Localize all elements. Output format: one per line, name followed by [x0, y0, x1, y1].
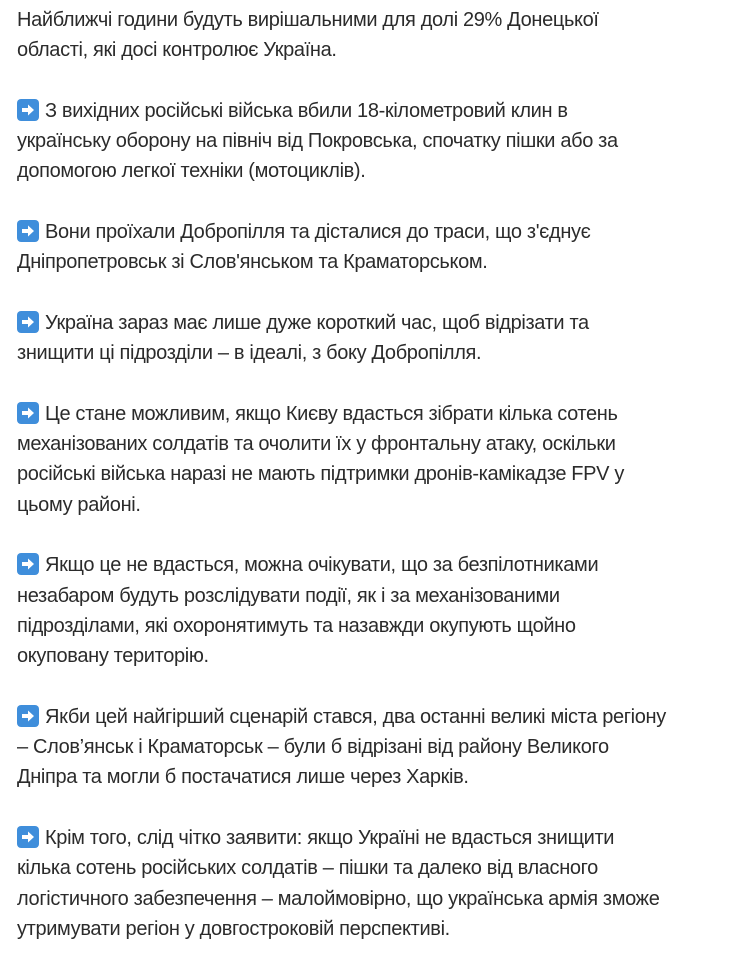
text-line: [17, 459, 732, 489]
line-text: російські війська наразі не мають підтримки дронів-камікадзе FPV у: [17, 463, 624, 486]
line-text: – Слов’янськ і Краматорськ – були б відрізані від району Великого: [17, 736, 609, 759]
line-text: логістичного забезпечення – малоймовірно, що українська армія зможе: [17, 887, 660, 910]
paragraph: [17, 550, 732, 671]
line-text: Крім того, слід чітко заявити: якщо Україні не вдасться знищити: [45, 827, 615, 850]
text-line: [17, 247, 732, 277]
text-line: [17, 732, 732, 762]
line-text: З вихідних російські війська вбили 18-кілометровий клин в: [45, 99, 568, 122]
text-line: [17, 5, 732, 35]
text-line: [17, 308, 732, 338]
text-line: [17, 884, 732, 914]
right-arrow-icon: [17, 99, 39, 121]
right-arrow-icon: [17, 220, 39, 242]
line-text: українську оборону на північ від Покровська, спочатку пішки або за: [17, 130, 618, 153]
right-arrow-icon: [17, 311, 39, 333]
text-line: [17, 550, 732, 580]
text-line: [17, 429, 732, 459]
line-text: утримувати регіон у довгостроковій перспективі.: [17, 917, 450, 940]
text-line: [17, 96, 732, 126]
line-text: Якби цей найгірший сценарій стався, два останні великі міста регіону: [45, 705, 666, 728]
line-text: механізованих солдатів та очолити їх у фронтальну атаку, оскільки: [17, 433, 616, 456]
paragraph: [17, 308, 732, 369]
text-line: [17, 217, 732, 247]
text-line: [17, 702, 732, 732]
line-text: Це стане можливим, якщо Києву вдасться зібрати кілька сотень: [45, 402, 618, 425]
paragraph: [17, 399, 732, 520]
line-text: Дніпропетровськ зі Слов'янськом та Краматорськом.: [17, 251, 488, 274]
text-line: [17, 581, 732, 611]
paragraph: [17, 217, 732, 278]
right-arrow-icon: [17, 402, 39, 424]
line-text: допомогою легкої техніки (мотоциклів).: [17, 160, 366, 183]
line-text: області, які досі контролює Україна.: [17, 39, 337, 62]
right-arrow-icon: [17, 553, 39, 575]
right-arrow-icon: [17, 826, 39, 848]
text-line: [17, 853, 732, 883]
text-line: [17, 338, 732, 368]
paragraph: [17, 5, 732, 66]
line-text: знищити ці підрозділи – в ідеалі, з боку Добропілля.: [17, 342, 482, 365]
text-line: [17, 762, 732, 792]
text-line: [17, 490, 732, 520]
text-line: [17, 156, 732, 186]
line-text: Україна зараз має лише дуже короткий час, щоб відрізати та: [45, 311, 589, 334]
line-text: незабаром будуть розслідувати події, як і за механізованими: [17, 584, 560, 607]
text-line: [17, 823, 732, 853]
text-line: [17, 35, 732, 65]
text-line: [17, 399, 732, 429]
post-body: [17, 5, 732, 975]
line-text: кілька сотень російських солдатів – пішки та далеко від власного: [17, 857, 598, 880]
text-line: [17, 641, 732, 671]
paragraph: [17, 702, 732, 793]
line-text: Найближчі години будуть вирішальними для долі 29% Донецької: [17, 9, 599, 31]
paragraph: [17, 96, 732, 187]
line-text: підрозділами, які охоронятимуть та назавжди окупують щойно: [17, 614, 576, 637]
line-text: Вони проїхали Добропілля та дісталися до траси, що з'єднує: [45, 221, 591, 244]
line-text: цьому районі.: [17, 493, 141, 516]
text-line: [17, 611, 732, 641]
right-arrow-icon: [17, 705, 39, 727]
paragraph: [17, 823, 732, 944]
text-line: [17, 126, 732, 156]
line-text: Дніпра та могли б постачатися лише через Харків.: [17, 766, 469, 789]
line-text: Якщо це не вдасться, можна очікувати, що за безпілотниками: [45, 554, 599, 577]
line-text: окуповану територію.: [17, 645, 209, 668]
